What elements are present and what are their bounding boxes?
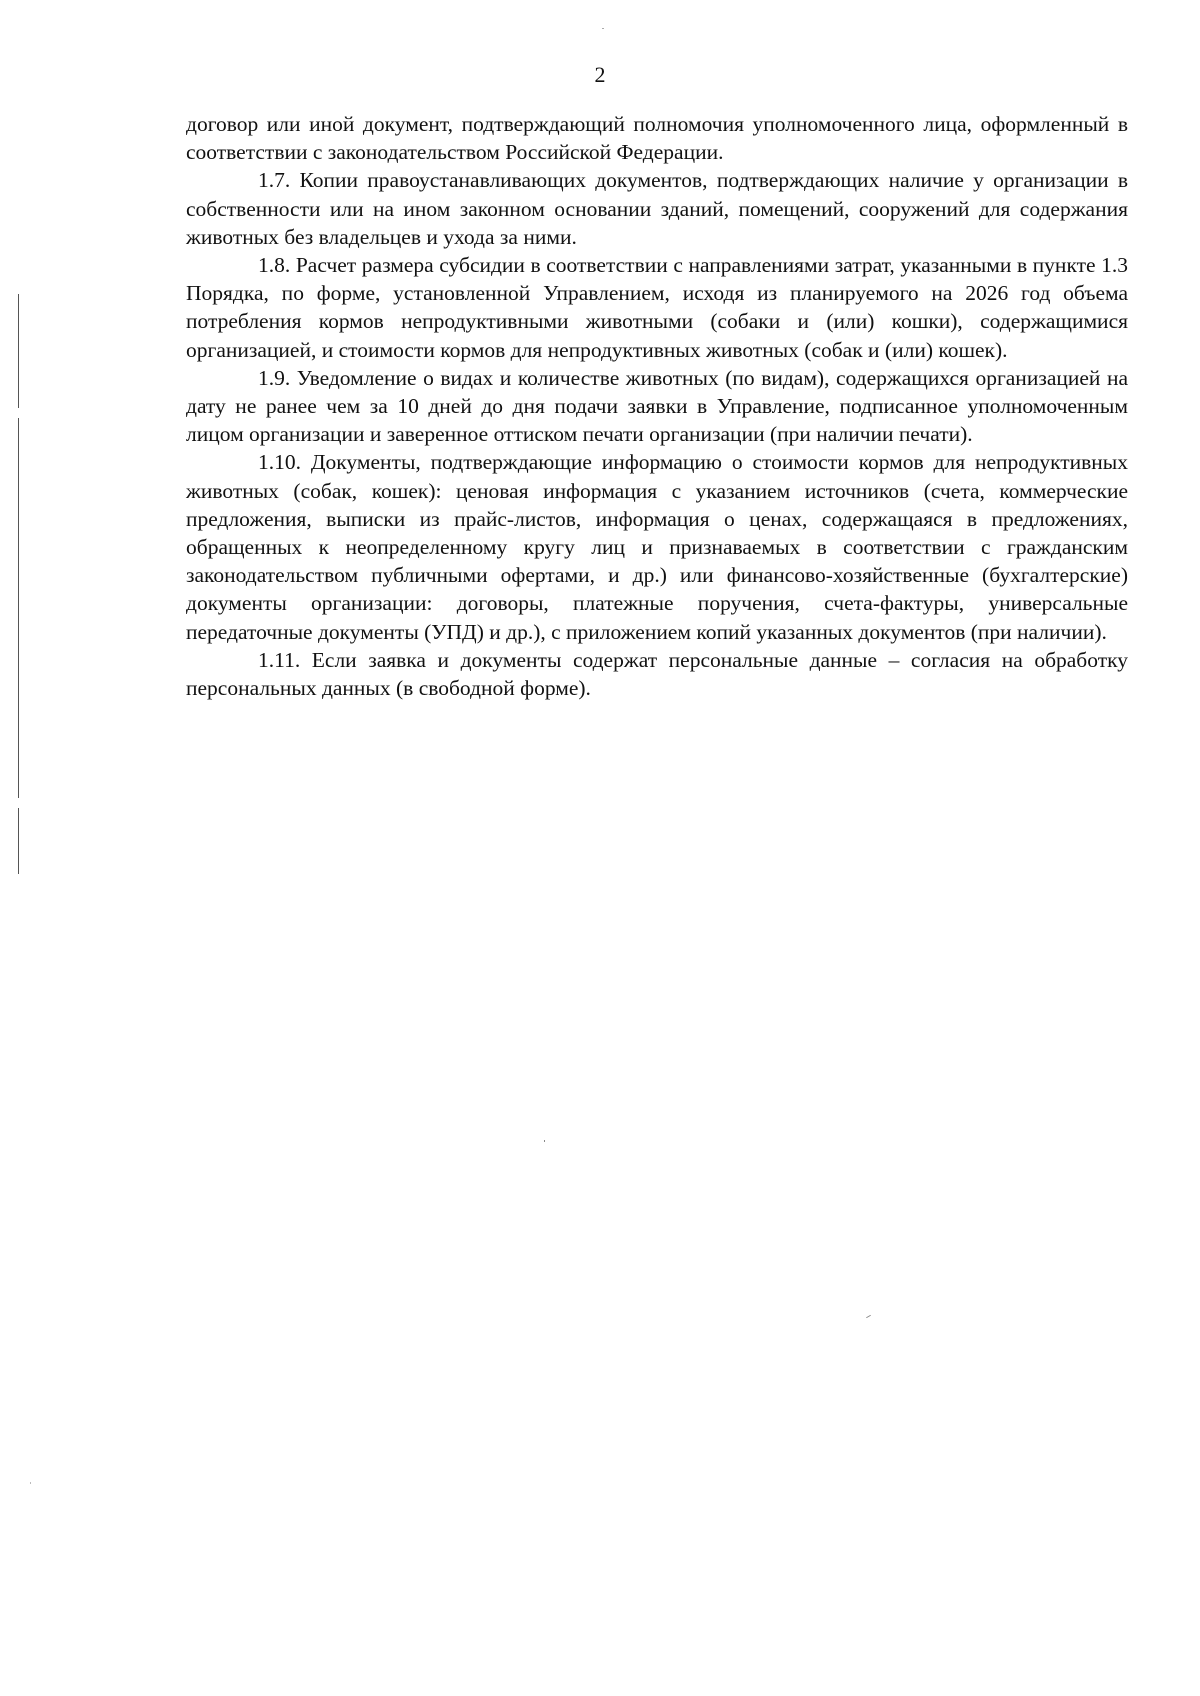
paragraph-item-1-9: 1.9. Уведомление о видах и количестве животных (по видам), содержащихся организацией на дату не ранее чем за 10 дней до дня подачи заявки в Управление, подписанное уполномоченным лицом организации и заверенное оттиском печати организации (при наличии печати). — [186, 365, 1128, 447]
paragraph-item-1-7: 1.7. Копии правоустанавливающих документов, подтверждающих наличие у организации в собственности или на ином законном основании зданий, помещений, сооружений для содержания животных без владельцев и ухода за ними. — [186, 168, 1128, 249]
scan-artifact-line — [18, 294, 19, 408]
page-number: 2 — [594, 62, 606, 87]
paragraph-item-1-8: 1.8. Расчет размера субсидии в соответствии с направлениями затрат, указанными в пункте 1.3 Порядка, по форме, установленной Управлением, исходя из планируемого на 2026 год объема потребления кормов непродуктивными животными (собаки и (или) кошки), содержащимися организацией, и стоимости кормов для непродуктивных животных (собак и (или) кошек). — [186, 253, 1128, 362]
paragraph-continuation: договор или иной документ, подтверждающий полномочия уполномоченного лица, оформленный в соответствии с законодательством Российской Федерации. — [186, 112, 1128, 165]
scan-artifact-line — [18, 418, 19, 798]
scan-artifact-line — [18, 808, 19, 874]
scan-artifact-dot — [544, 1140, 545, 1142]
scan-artifact-dot — [602, 28, 604, 29]
paragraph-item-1-11: 1.11. Если заявка и документы содержат персональные данные – согласия на обработку персональных данных (в свободной форме). — [186, 647, 1128, 701]
scan-artifact-dot — [30, 1482, 31, 1484]
scan-artifact-dot — [866, 1315, 871, 1318]
paragraph-item-1-10: 1.10. Документы, подтверждающие информацию о стоимости кормов для непродуктивных животных (собак, кошек): ценовая информация с указанием источников (счета, коммерческие предложения, выписки из прайс-листов, информация о ценах, содержащаяся в предложениях, обращенных к неопределенному кругу лиц и признаваемых в соответствии с гражданским законодательством публичными офертами, и др.) или финансово-хозяйственные (бухгалтерские) документы организации: договоры, платежные поручения, счета-фактуры, универсальные передаточные документы (УПД) и др.), с приложением копий указанных документов (при наличии). — [186, 450, 1128, 644]
document-body — [186, 110, 1128, 702]
